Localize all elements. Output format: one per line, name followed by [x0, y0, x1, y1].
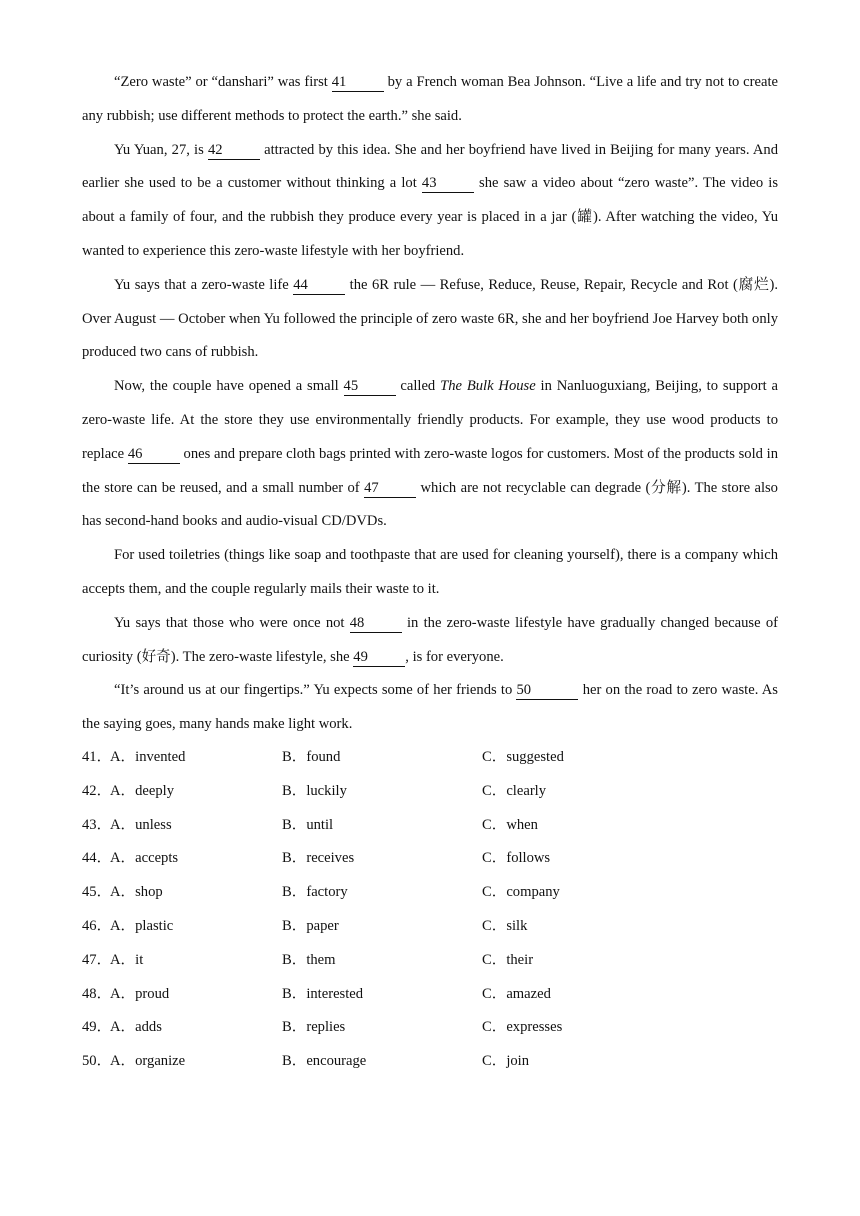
paragraph-5: [82, 539, 778, 607]
option-b: B．interested: [282, 985, 364, 1002]
option-a: A．proud: [110, 985, 170, 1002]
text: by a French woman Bea Johnson. “Live a life and try not to create any rubbish; use different methods to protect the earth.” she said.: [82, 74, 778, 124]
question-number: 41．: [82, 749, 112, 765]
text: in Nanluoguxiang, Beijing, to support a zero-waste life. At the store they use environmentally friendly products. For example, they use wood products to replace: [82, 378, 778, 462]
option-c: C．join: [482, 1053, 530, 1070]
question-41-options: [82, 741, 778, 775]
question-43-options: [82, 809, 778, 843]
question-number: 48．: [82, 985, 112, 1002]
paragraph-7: [82, 674, 778, 742]
option-c: C．silk: [482, 917, 528, 934]
option-a: A．it: [110, 951, 144, 968]
question-number: 43．: [82, 816, 112, 833]
option-a: A．organize: [110, 1053, 186, 1070]
question-46-options: [82, 910, 778, 944]
blank-43: 43: [422, 175, 474, 193]
blank-42: 42: [208, 142, 260, 160]
question-42-options: [82, 775, 778, 809]
option-a: A．plastic: [110, 917, 174, 934]
blank-48: 48: [350, 615, 402, 633]
paragraph-3: [82, 269, 778, 370]
question-number: 47．: [82, 951, 112, 968]
text: attracted by this idea. She and her boyfriend have lived in Beijing for many years. And earlier she used to be a customer without thinking a lot: [82, 141, 779, 192]
answer-options: [82, 741, 778, 1079]
text: called: [395, 378, 441, 395]
option-b: B．found: [282, 749, 341, 765]
blank-45: 45: [344, 378, 396, 396]
text: the 6R rule — Refuse, Reduce, Reuse, Repair, Recycle and Rot (腐烂). Over August — October when Yu followed the principle of zero waste 6R, she and her boyfriend Joe Harvey both only produced two cans of rubbish.: [82, 276, 778, 361]
option-a: A．invented: [110, 749, 186, 765]
option-b: B．encourage: [282, 1053, 367, 1070]
option-a: A．shop: [110, 884, 163, 901]
option-a: A．adds: [110, 1019, 162, 1036]
question-47-options: [82, 944, 778, 978]
paragraph-6: [82, 607, 778, 675]
question-number: 45．: [82, 884, 112, 901]
question-number: 49．: [82, 1019, 112, 1036]
text: “Zero waste” or “danshari” was first: [114, 74, 332, 90]
text: Now, the couple have opened a small: [114, 378, 344, 395]
option-b: B．them: [282, 951, 336, 968]
option-a: A．accepts: [110, 850, 179, 867]
paragraph-1: [82, 66, 778, 134]
text: , is for everyone.: [405, 648, 504, 665]
option-b: B．factory: [282, 884, 348, 901]
text: Yu Yuan, 27, is: [114, 141, 208, 158]
question-number: 42．: [82, 782, 112, 799]
cloze-passage: [82, 66, 778, 742]
text: which are not recyclable can degrade (分解). The store also has second-hand books and audio-visual CD/DVDs.: [82, 479, 778, 530]
text: For used toiletries (things like soap and toothpaste that are used for cleaning yourself), there is a company which accepts them, and the couple regularly mails their waste to it.: [82, 547, 778, 597]
option-a: A．unless: [110, 816, 172, 833]
option-c: C．when: [482, 816, 538, 833]
option-a: A．deeply: [110, 782, 175, 799]
option-b: B．replies: [282, 1019, 346, 1036]
option-b: B．luckily: [282, 782, 347, 799]
blank-41: 41: [332, 74, 384, 92]
question-number: 44．: [82, 850, 112, 867]
blank-44: 44: [293, 277, 345, 295]
question-number: 46．: [82, 917, 112, 934]
question-44-options: [82, 842, 778, 876]
blank-50: 50: [516, 682, 578, 700]
option-c: C．amazed: [482, 985, 551, 1002]
paragraph-4: [82, 370, 778, 539]
text: Yu says that those who were once not: [114, 614, 350, 631]
blank-49: 49: [353, 649, 405, 667]
option-b: B．until: [282, 816, 334, 833]
paragraph-2: [82, 134, 778, 269]
option-c: C．expresses: [482, 1019, 563, 1036]
blank-46: 46: [128, 446, 180, 464]
question-45-options: [82, 876, 778, 910]
question-48-options: [82, 978, 778, 1012]
blank-47: 47: [364, 480, 416, 498]
text: ones and prepare cloth bags printed with zero-waste logos for customers. Most of the products sold in the store can be reused, and a small number of: [82, 445, 778, 496]
text: Yu says that a zero-waste life: [114, 276, 294, 293]
option-c: C．suggested: [482, 749, 564, 765]
option-c: C．clearly: [482, 782, 547, 799]
text: she saw a video about “zero waste”. The video is about a family of four, and the rubbish they produce every year is placed in a jar (罐). After watching the video, Yu wanted to experience this zero-waste lifestyle with her boyfriend.: [82, 175, 778, 259]
store-name: The Bulk House: [440, 378, 536, 395]
text: “It’s around us at our fingertips.” Yu expects some of her friends to: [114, 682, 517, 699]
option-c: C．company: [482, 884, 560, 901]
question-number: 50．: [82, 1053, 112, 1070]
option-b: B．receives: [282, 850, 355, 867]
text: in the zero-waste lifestyle have gradually changed because of curiosity (好奇). The zero-waste lifestyle, she: [82, 614, 778, 665]
option-b: B．paper: [282, 917, 339, 934]
option-c: C．follows: [482, 850, 551, 867]
question-49-options: [82, 1011, 778, 1045]
question-50-options: [82, 1045, 778, 1079]
option-c: C．their: [482, 951, 534, 968]
text: her on the road to zero waste. As the saying goes, many hands make light work.: [82, 682, 778, 733]
